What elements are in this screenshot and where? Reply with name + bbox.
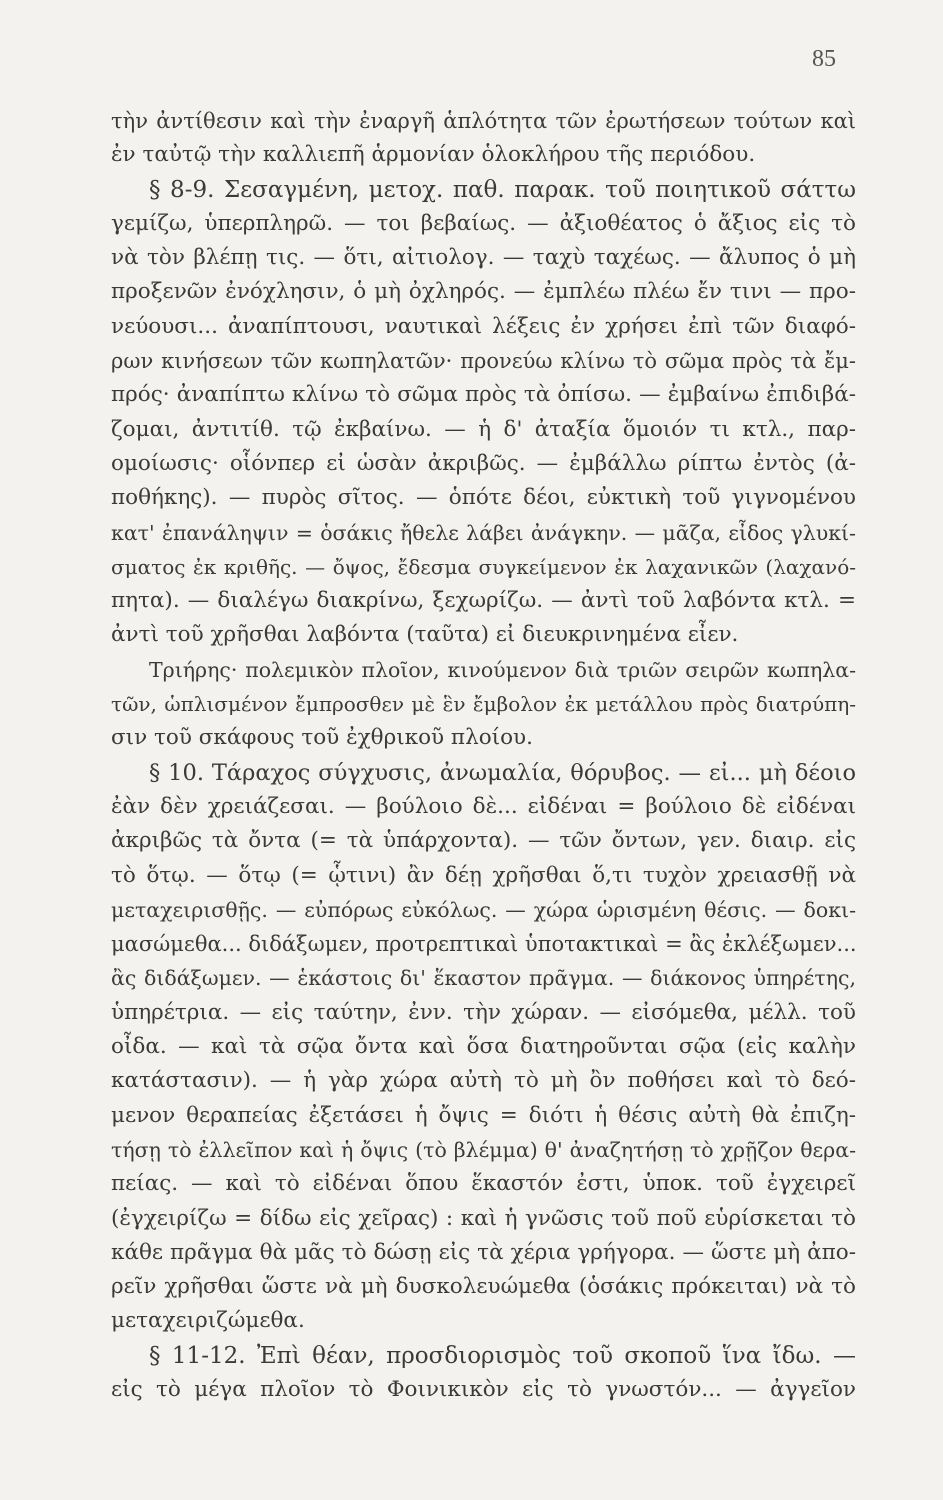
text-line: μεταχειρισθῇς. — εὐπόρως εὐκόλως. — χώρα ὡρισμένη θέσις. — δοκι- — [111, 897, 856, 922]
section-heading-line: § 10. Τάραχος σύγχυσις, ἀνωμαλία, θόρυβος. — εἰ... μὴ δέοιο — [149, 759, 856, 786]
section-heading-line: § 11-12. Ἐπὶ θέαν, προσδιορισμὸς τοῦ σκοποῦ ἵνα ἴδω. — — [149, 1342, 856, 1369]
text-line: πείας. — καὶ τὸ εἰδέναι ὅπου ἕκαστόν ἐστι, ὑποκ. τοῦ ἐγχειρεῖ — [111, 1171, 856, 1197]
text-line: μασώμεθα... διδάξωμεν, προτρεπτικαὶ ὑποτακτικαὶ = ἂς ἐκλέξωμεν... — [111, 932, 857, 957]
text-line: ἐν ταὐτῷ τὴν καλλιεπῆ ἁρμονίαν ὁλοκλήρου τῆς περιόδου. — [111, 142, 756, 168]
text-line: οἶδα. — καὶ τὰ σῷα ὄντα καὶ ὅσα διατηροῦνται σῷα (εἰς καλὴν — [111, 1034, 856, 1060]
text-line: μενον θεραπείας ἐξετάσει ἡ ὄψις = διότι ἡ θέσις αὐτὴ θὰ ἐπιζη- — [111, 1102, 856, 1128]
text-line: ποθήκης). — πυρὸς σῖτος. — ὁπότε δέοι, εὐκτικὴ τοῦ γιγνομένου — [111, 485, 856, 511]
section-heading-line: § 8-9. Σεσαγμένη, μετοχ. παθ. παρακ. τοῦ ποιητικοῦ σάττω — [149, 176, 856, 203]
text-line: ρεῖν χρῆσθαι ὥστε νὰ μὴ δυσκολευώμεθα (ὁσάκις πρόκειται) νὰ τὸ — [111, 1274, 856, 1300]
text-line: ομοίωσις· οἷόνπερ εἰ ὡσὰν ἀκριβῶς. — ἐμβάλλω ρίπτω ἐντὸς (ἀ- — [111, 450, 856, 476]
text-line: κατ' ἐπανάληψιν = ὁσάκις ἤθελε λάβει ἀνάγκην. — μᾶζα, εἶδος γλυκί- — [111, 520, 856, 545]
text-line: ὑπηρέτρια. — εἰς ταύτην, ἐνν. τὴν χώραν. — εἰσόμεθα, μέλλ. τοῦ — [111, 999, 856, 1025]
commentary-text — [111, 104, 856, 1407]
text-line: νὰ τὸν βλέπῃ τις. — ὅτι, αἰτιολογ. — ταχὺ ταχέως. — ἄλυπος ὁ μὴ — [111, 245, 856, 271]
page-number: 85 — [812, 46, 836, 72]
text-line: ἂς διδάξωμεν. — ἑκάστοις δι' ἕκαστον πρᾶγμα. — διάκονος ὑπηρέτης, — [111, 966, 856, 991]
text-line: ρων κινήσεων τῶν κωπηλατῶν· προνεύω κλίνω τὸ σῶμα πρὸς τὰ ἔμ- — [111, 349, 856, 374]
text-line: τὴν ἀντίθεσιν καὶ τὴν ἐναργῆ ἁπλότητα τῶν ἐρωτήσεων τούτων καὶ — [111, 109, 856, 133]
text-line: εἰς τὸ μέγα πλοῖον τὸ Φοινικικὸν εἰς τὸ γνωστόν... — ἀγγεῖον — [111, 1376, 856, 1402]
text-line: κατάστασιν). — ἡ γὰρ χώρα αὐτὴ τὸ μὴ ὂν ποθήσει καὶ τὸ δεό- — [111, 1068, 856, 1094]
text-line: Τριήρης· πολεμικὸν πλοῖον, κινούμενον διὰ τριῶν σειρῶν κωπηλα- — [149, 657, 856, 682]
text-line: ἀκριβῶς τὰ ὄντα (= τὰ ὑπάρχοντα). — τῶν ὄντων, γεν. διαιρ. εἰς — [111, 828, 856, 854]
text-line: πρός· ἀναπίπτω κλίνω τὸ σῶμα πρὸς τὰ ὀπίσω. — ἐμβαίνω ἐπιδιβά- — [111, 382, 856, 408]
text-line: μεταχειριζώμεθα. — [111, 1308, 305, 1334]
text-line: τὸ ὅτῳ. — ὅτῳ (= ᾧτινι) ἂν δέῃ χρῆσθαι ὅ,τι τυχὸν χρειασθῇ νὰ — [111, 862, 856, 888]
text-line: τῶν, ὡπλισμένον ἔμπροσθεν μὲ ἓν ἔμβολον ἐκ μετάλλου πρὸς διατρύπη- — [111, 692, 856, 717]
text-line: ζομαι, ἀντιτίθ. τῷ ἐκβαίνω. — ἡ δ' ἀταξία ὅμοιόν τι κτλ., παρ- — [111, 416, 856, 442]
text-line: προξενῶν ἐνόχλησιν, ὁ μὴ ὀχληρός. — ἐμπλέω πλέω ἔν τινι — προ- — [111, 279, 856, 305]
text-line: γεμίζω, ὑπερπληρῶ. — τοι βεβαίως. — ἀξιοθέατος ὁ ἄξιος εἰς τὸ — [111, 210, 856, 236]
text-line: σιν τοῦ σκάφους τοῦ ἐχθρικοῦ πλοίου. — [111, 725, 533, 751]
text-line: ἀντὶ τοῦ χρῆσθαι λαβόντα (ταῦτα) εἰ διευκρινημένα εἶεν. — [111, 622, 739, 648]
text-line: σματος ἐκ κριθῆς. — ὄψος, ἔδεσμα συγκείμενον ἐκ λαχανικῶν (λαχανό- — [111, 554, 856, 579]
text-line: ἐὰν δὲν χρειάζεσαι. — βούλοιο δὲ... εἰδέναι = βούλοιο δὲ εἰδέναι — [111, 793, 856, 819]
text-line: κάθε πρᾶγμα θὰ μᾶς τὸ δώσῃ εἰς τὰ χέρια γρήγορα. — ὥστε μὴ ἀπο- — [111, 1239, 856, 1265]
text-line: (ἐγχειρίζω = δίδω εἰς χεῖρας) : καὶ ἡ γνῶσις τοῦ ποῦ εὑρίσκεται τὸ — [111, 1205, 856, 1231]
text-line: πητα). — διαλέγω διακρίνω, ξεχωρίζω. — ἀντὶ τοῦ λαβόντα κτλ. = — [111, 588, 856, 614]
text-line: νεύουσι... ἀναπίπτουσι, ναυτικαὶ λέξεις ἐν χρήσει ἐπὶ τῶν διαφό- — [111, 313, 856, 339]
text-line: τήσῃ τὸ ἐλλεῖπον καὶ ἡ ὄψις (τὸ βλέμμα) θ' ἀναζητήσῃ τὸ χρῇζον θερα- — [111, 1137, 856, 1162]
